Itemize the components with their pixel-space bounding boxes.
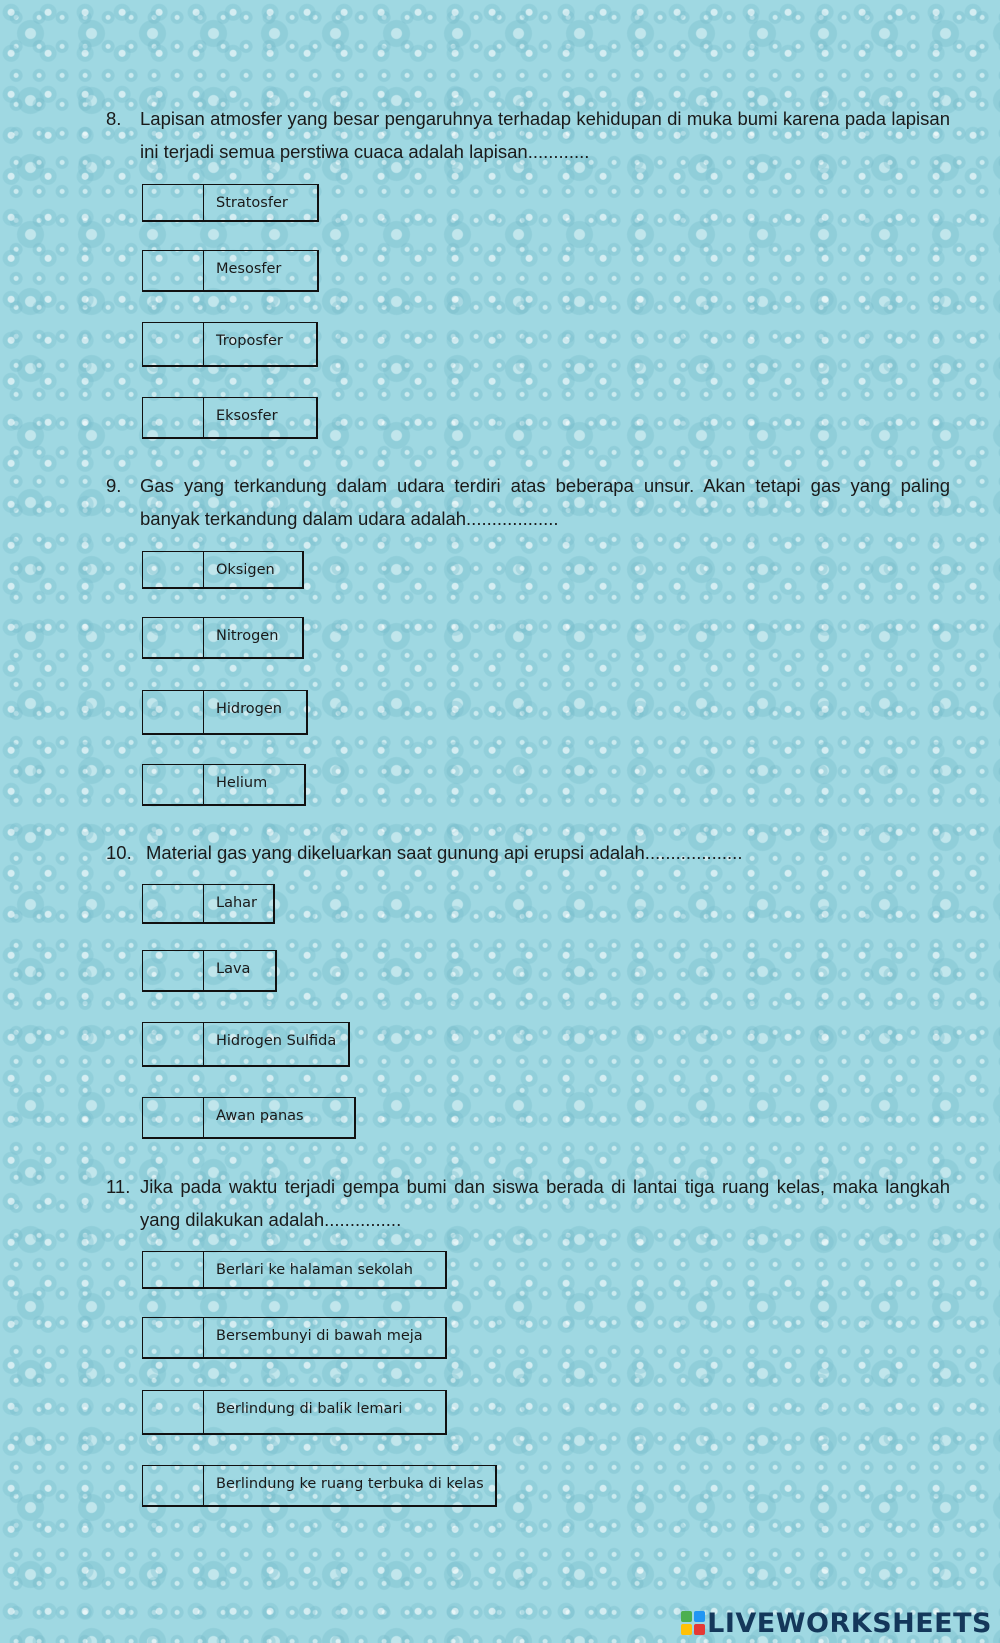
question-number: 9. [106, 475, 122, 496]
answer-checkbox[interactable] [143, 323, 204, 365]
answer-checkbox[interactable] [143, 1318, 204, 1357]
answer-option[interactable] [142, 1390, 447, 1435]
answer-checkbox[interactable] [143, 398, 204, 437]
option-label: Berlindung ke ruang terbuka di kelas [216, 1476, 484, 1492]
answer-checkbox[interactable] [143, 185, 204, 220]
question-text: Material gas yang dikeluarkan saat gunung api erupsi adalah................... [146, 842, 743, 863]
question-number: 8. [106, 108, 122, 129]
option-label: Helium [216, 775, 268, 791]
option-label: Berlindung di balik lemari [216, 1401, 403, 1417]
answer-checkbox[interactable] [143, 765, 204, 804]
question-number: 10. [106, 842, 132, 863]
answer-checkbox[interactable] [143, 885, 204, 922]
question-text: Lapisan atmosfer yang besar pengaruhnya terhadap kehidupan di muka bumi karena pada lapisan ini terjadi semua perstiwa cuaca adalah lapisan............ [140, 108, 950, 162]
answer-option[interactable] [142, 1097, 356, 1139]
logo-square [694, 1611, 705, 1622]
option-label: Nitrogen [216, 628, 279, 644]
logo-square [681, 1624, 692, 1635]
answer-option[interactable] [142, 551, 304, 589]
question-11 [106, 1170, 950, 1236]
option-label: Hidrogen [216, 701, 282, 717]
option-label: Bersembunyi di bawah meja [216, 1328, 423, 1344]
option-label: Lava [216, 961, 251, 977]
option-label: Oksigen [216, 562, 275, 578]
answer-option[interactable] [142, 617, 304, 659]
answer-option[interactable] [142, 884, 275, 924]
answer-option[interactable] [142, 184, 319, 222]
answer-checkbox[interactable] [143, 251, 204, 290]
answer-checkbox[interactable] [143, 1252, 204, 1287]
option-label: Berlari ke halaman sekolah [216, 1262, 413, 1278]
question-9 [106, 469, 950, 535]
answer-checkbox[interactable] [143, 1466, 204, 1505]
answer-checkbox[interactable] [143, 552, 204, 587]
answer-checkbox[interactable] [143, 1391, 204, 1433]
question-text: Jika pada waktu terjadi gempa bumi dan siswa berada di lantai tiga ruang kelas, maka langkah yang dilakukan adalah............... [140, 1176, 950, 1230]
option-label: Lahar [216, 895, 258, 911]
liveworksheets-logo-icon [681, 1611, 705, 1635]
option-label: Eksosfer [216, 408, 278, 424]
answer-checkbox[interactable] [143, 1023, 204, 1065]
option-label: Stratosfer [216, 195, 288, 211]
answer-option[interactable] [142, 1317, 447, 1359]
answer-checkbox[interactable] [143, 1098, 204, 1137]
logo-square [694, 1624, 705, 1635]
liveworksheets-branding[interactable] [681, 1605, 992, 1641]
answer-option[interactable] [142, 397, 318, 439]
answer-option[interactable] [142, 1465, 497, 1507]
question-10 [106, 836, 950, 869]
answer-checkbox[interactable] [143, 691, 204, 733]
question-8 [106, 102, 950, 168]
question-text: Gas yang terkandung dalam udara terdiri atas beberapa unsur. Akan tetapi gas yang paling banyak terkandung dalam udara adalah.................. [140, 475, 950, 529]
answer-option[interactable] [142, 950, 277, 992]
answer-option[interactable] [142, 250, 319, 292]
answer-option[interactable] [142, 1251, 447, 1289]
answer-option[interactable] [142, 322, 318, 367]
answer-checkbox[interactable] [143, 618, 204, 657]
question-number: 11. [106, 1176, 131, 1197]
answer-option[interactable] [142, 690, 308, 735]
option-label: Troposfer [216, 333, 283, 349]
answer-option[interactable] [142, 1022, 350, 1067]
brand-name: LIVEWORKSHEETS [707, 1607, 992, 1639]
option-label: Awan panas [216, 1108, 304, 1124]
answer-option[interactable] [142, 764, 306, 806]
answer-checkbox[interactable] [143, 951, 204, 990]
option-label: Mesosfer [216, 261, 282, 277]
logo-square [681, 1611, 692, 1622]
option-label: Hidrogen Sulfida [216, 1033, 337, 1049]
